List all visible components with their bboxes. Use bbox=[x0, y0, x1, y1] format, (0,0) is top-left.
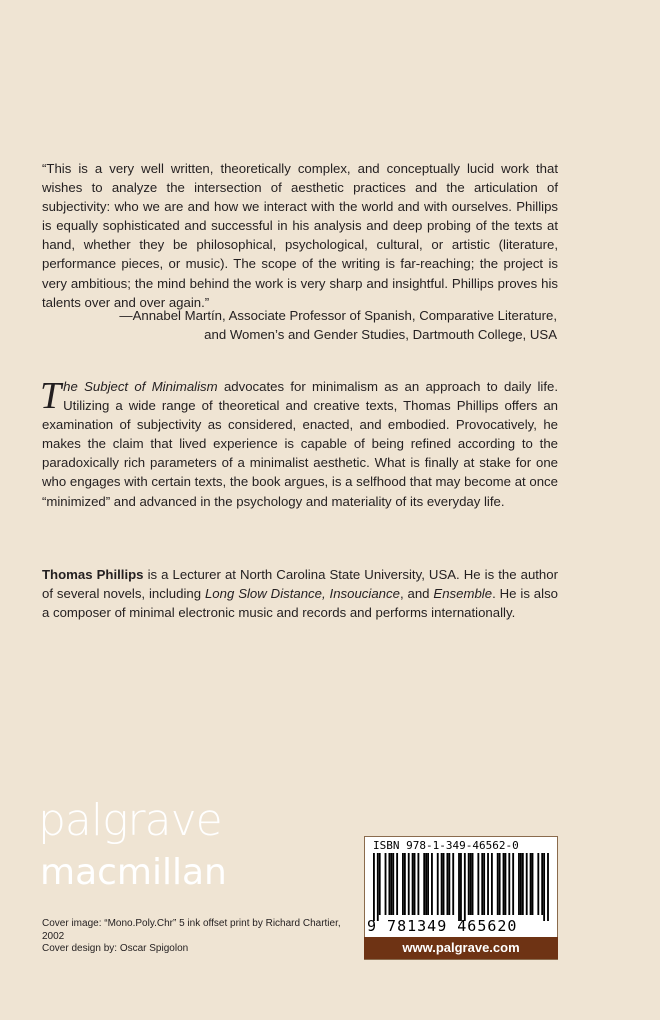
barcode-bar bbox=[441, 853, 443, 915]
barcode-bar bbox=[487, 853, 489, 915]
barcode-bar bbox=[518, 853, 520, 915]
isbn-label: ISBN 978-1-349-46562-0 bbox=[373, 839, 519, 852]
barcode-bar bbox=[472, 853, 474, 915]
barcode-bar bbox=[392, 853, 394, 915]
barcode-bar bbox=[497, 853, 499, 915]
praise-quote: “This is a very well written, theoretically complex, and conceptually lucid work that wishes to analyze the intersection of aesthetic practices and the articulation of subjectivity: who we are and how we interact with the world and with ourselves. Phillips is equally sophisticated and successful in his analysis and deep probing of the texts at hand, whether they be philosophical, psychological, cultural, or artistic (literature, performance pieces, or music). The scope of the writing is far-reaching; the project is very ambitious; the mind behind the work is very sharp and insightful. Phillips proves his talents over and over again.” bbox=[42, 161, 558, 310]
bio-text-1: is a Lecturer at North Carolina State University, USA. He is the author of several novels, including bbox=[42, 567, 558, 602]
barcode-bar bbox=[477, 853, 479, 915]
attribution-line-2: and Women’s and Gender Studies, Dartmouth College, USA bbox=[204, 327, 557, 343]
barcode-bar bbox=[547, 853, 549, 921]
attribution-line-1: —Annabel Martín, Associate Professor of Spanish, Comparative Literature, bbox=[119, 308, 557, 323]
barcode-bar bbox=[408, 853, 410, 915]
barcode-bar bbox=[499, 853, 501, 915]
barcode-bar bbox=[443, 853, 445, 915]
book-description bbox=[42, 377, 558, 511]
barcode-bar bbox=[468, 853, 470, 915]
barcode-bar bbox=[390, 853, 392, 915]
barcode-bar bbox=[491, 853, 493, 915]
barcode-bar bbox=[412, 853, 414, 915]
barcode-bar bbox=[437, 853, 439, 915]
barcode-bar bbox=[537, 853, 539, 915]
barcode-bar bbox=[526, 853, 528, 915]
author-bio bbox=[42, 565, 558, 622]
barcode-bar bbox=[543, 853, 545, 921]
barcode-bar bbox=[541, 853, 543, 915]
barcode-bar bbox=[402, 853, 404, 915]
praise-attribution bbox=[77, 306, 557, 344]
barcode-bar bbox=[414, 853, 416, 915]
cover-image-credit: Cover image: “Mono.Poly.Chr” 5 ink offset print by Richard Chartier, 2002 bbox=[42, 918, 341, 942]
barcode-bar bbox=[446, 853, 448, 915]
book-title: he Subject of Minimalism bbox=[63, 379, 218, 394]
barcode-bar bbox=[431, 853, 433, 915]
description-text: advocates for minimalism as an approach to daily life. Utilizing a wide range of theoretical and creative texts, Thomas Phillips offers an examination of subjectivity as considered, enacted, and embodied. Provocatively, he makes the claim that lived experience is capable of being refined according to the paradoxically rich parameters of a minimalist aesthetic. What is finally at stake for one who engages with certain texts, the book argues, is a selfhood that may become at once “minimized” and advanced in the psychology and materiality of its everyday life. bbox=[42, 379, 558, 509]
barcode-bar bbox=[532, 853, 534, 915]
bio-novels: Long Slow Distance, Insouciance bbox=[204, 586, 400, 602]
drop-cap: T bbox=[40, 375, 62, 417]
barcode-bar bbox=[396, 853, 398, 915]
barcode-bar bbox=[464, 853, 466, 921]
barcode-bar bbox=[530, 853, 532, 915]
barcode-bar bbox=[385, 853, 387, 915]
barcode-bar bbox=[417, 853, 419, 915]
barcode-bar bbox=[373, 853, 375, 921]
bio-novel-3: Ensemble bbox=[433, 586, 493, 602]
barcode-bar bbox=[512, 853, 514, 915]
barcode-bar bbox=[427, 853, 429, 915]
barcode-bar bbox=[425, 853, 427, 915]
barcode-bar bbox=[460, 853, 462, 921]
barcode-bar bbox=[470, 853, 472, 915]
barcode-bar bbox=[388, 853, 390, 915]
barcode-bar bbox=[379, 853, 381, 915]
author-name: Thomas Phillips bbox=[42, 567, 144, 582]
barcode-bar bbox=[483, 853, 485, 915]
barcode-bars bbox=[373, 853, 549, 921]
publisher-logo-macmillan: macmillan bbox=[40, 852, 227, 893]
barcode-bar bbox=[458, 853, 460, 921]
barcode-bar bbox=[481, 853, 483, 915]
cover-credits bbox=[42, 918, 362, 956]
cover-design-credit: Cover design by: Oscar Spigolon bbox=[42, 943, 189, 954]
barcode-bar bbox=[522, 853, 524, 915]
barcode-bar bbox=[423, 853, 425, 915]
barcode-bar bbox=[508, 853, 510, 915]
barcode-bar bbox=[503, 853, 505, 915]
barcode-bar bbox=[377, 853, 379, 921]
publisher-logo-palgrave: palgrave bbox=[38, 795, 222, 846]
barcode-bar bbox=[505, 853, 507, 915]
barcode-bar bbox=[448, 853, 450, 915]
bio-text-3: . He is also a composer of minimal electronic music and records and performs internationally. bbox=[42, 586, 558, 621]
barcode-number: 9 781349 465620 bbox=[367, 917, 518, 935]
barcode-bar bbox=[404, 853, 406, 915]
barcode-bar bbox=[452, 853, 454, 915]
bio-text-2: , and bbox=[399, 586, 434, 602]
publisher-url: www.palgrave.com bbox=[364, 937, 558, 959]
barcode-bar bbox=[520, 853, 522, 915]
